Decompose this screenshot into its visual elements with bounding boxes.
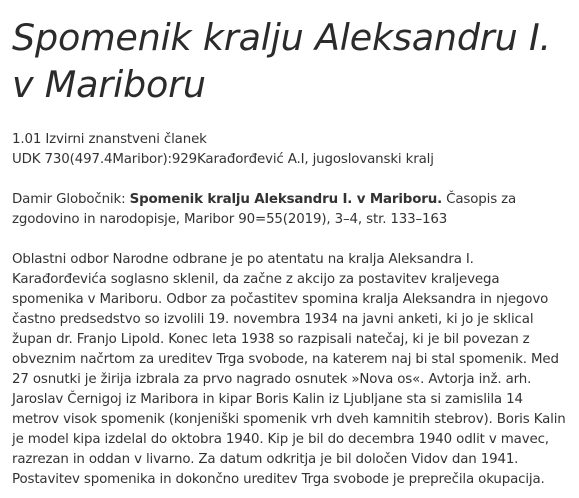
citation-author: Damir Globočnik: <box>12 192 126 207</box>
citation-title: Spomenik kralju Aleksandru I. v Mariboru. <box>129 192 443 207</box>
article-meta <box>12 130 569 170</box>
citation <box>12 190 569 230</box>
article-title: Spomenik kralju Aleksandru I. v Mariboru <box>12 16 551 106</box>
abstract: Oblastni odbor Narodne odbrane je po atentatu na kralja Aleksandra I. Karađorđevića soglasno sklenil, da začne z akcijo za postavitev kraljevega spomenika v Mariboru. Odbor za počastitev spomina kralja Aleksandra in njegovo častno predsedstvo so izvolili 19. novembra 1934 na javni anketi, ki jo je sklical župan dr. Franjo Lipold. Konec leta 1938 so razpisali natečaj, ki je bil povezan z obveznim načrtom za ureditev Trga svobode, na katerem naj bi stal spomenik. Med 27 osnutki je žirija izbrala za prvo nagrado osnutek »Nova os«. Avtorja inž. arh. Jaroslav Černigoj iz Maribora in kipar Boris Kalin iz Ljubljane sta si zamislila 14 metrov visok spomenik (konjeniški spomenik vrh dveh kamnitih stebrov). Boris Kalin je model kipa izdelal do oktobra 1940. Kip je bil do decembra 1940 odlit v mavec, razrezan in oddan v livarno. Za datum odkritja je bil določen Vidov dan 1941. Postavitev spomenika in dokončno ureditev Trga svobode je preprečila okupacija. <box>12 252 566 487</box>
udk-classification: UDK 730(497.4Maribor):929Karađorđević A.I, jugoslovanski kralj <box>12 152 434 167</box>
citation-source: Časopis za zgodovino in narodopisje, Maribor 90=55(2019), 3–4, str. 133–163 <box>12 192 517 227</box>
article-type: 1.01 Izvirni znanstveni članek <box>12 132 207 147</box>
